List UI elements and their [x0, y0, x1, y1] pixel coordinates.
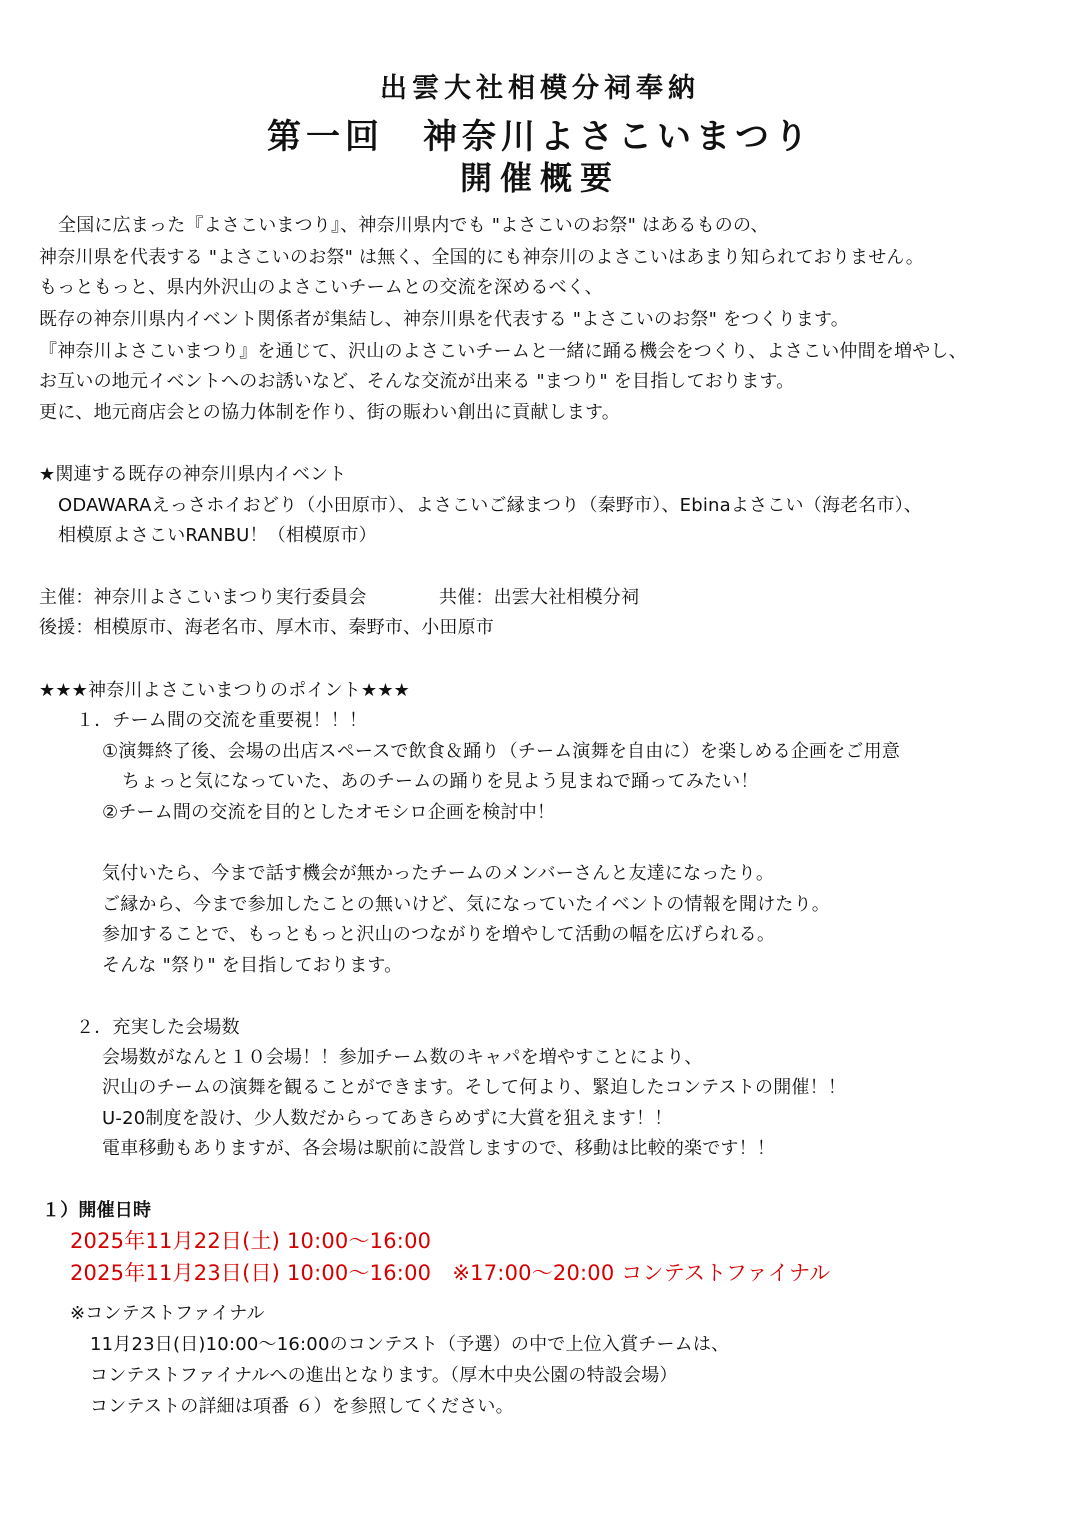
point-2-line: U-20制度を設け、少人数だからってあきらめずに大賞を狙えます！！ [102, 1108, 673, 1129]
point-1-line: ②チーム間の交流を目的としたオモシロ企画を検討中！ [102, 802, 556, 823]
schedule-date: 2025年11月23日(日) 10:00～16:00 ※17:00～20:00 コンテストファイナル [70, 1261, 831, 1285]
point-1-line: ちょっと気になっていた、あのチームの踊りを見よう見まねで踊ってみたい！ [122, 771, 759, 792]
intro-line: 全国に広まった『よさこいまつり』、神奈川県内でも "よさこいのお祭" はあるものの、 [58, 215, 769, 236]
intro-line: 更に、地元商店会との協力体制を作り、街の賑わい創出に貢献します。 [39, 402, 620, 423]
point-1-line: ①演舞終了後、会場の出店スペースで飲食＆踊り（チーム演舞を自由に）を楽しめる企画をご用意 [102, 741, 901, 762]
point-1-body-line: そんな "祭り" を目指しております。 [102, 955, 403, 976]
points-heading: ★★★神奈川よさこいまつりのポイント★★★ [39, 680, 411, 701]
intro-line: 『神奈川よさこいまつり』を通じて、沢山のよさこいチームと一緒に踊る機会をつくり、よさこい仲間を増やし、 [39, 341, 967, 362]
point-2-line: 電車移動もありますが、各会場は駅前に設営しますので、移動は比較的楽です！！ [102, 1138, 776, 1159]
contest-final-note-line: 11月23日(日)10:00～16:00のコンテスト（予選）の中で上位入賞チームは、 [90, 1334, 730, 1355]
point-2-line: 会場数がなんと１０会場！！参加チーム数のキャパを増やすことにより、 [102, 1047, 703, 1068]
point-1-body-line: 気付いたら、今まで話す機会が無かったチームのメンバーさんと友達になったり。 [102, 863, 775, 884]
point-1-title: １．チーム間の交流を重要視！！！ [76, 710, 368, 731]
schedule-heading: １）開催日時 [42, 1200, 152, 1221]
title-line-3: 開催概要 [459, 159, 620, 197]
title-line-2: 第一回 神奈川よさこいまつり [267, 117, 813, 157]
intro-line: 神奈川県を代表する "よさこいのお祭" は無く、全国的にも神奈川のよさこいはあまり知られておりません。 [39, 247, 924, 268]
organizer-cohost: 共催：出雲大社相模分祠 [439, 587, 640, 608]
schedule-date: 2025年11月22日(土) 10:00～16:00 [70, 1229, 432, 1253]
title-line-1: 出雲大社相模分祠奉納 [380, 73, 700, 104]
related-events-line: ODAWARAえっさホイおどり（小田原市）、よさこいご縁まつり（秦野市）、Ebinaよさこい（海老名市）、 [58, 495, 923, 516]
point-1-body-line: ご縁から、今まで参加したことの無いけど、気になっていたイベントの情報を聞けたり。 [102, 894, 830, 915]
organizer-support: 後援：相模原市、海老名市、厚木市、秦野市、小田原市 [39, 617, 494, 638]
point-2-line: 沢山のチームの演舞を観ることができます。そして何より、緊迫したコンテストの開催！！ [102, 1077, 847, 1098]
point-2-title: ２．充実した会場数 [76, 1017, 240, 1038]
intro-line: 既存の神奈川県内イベント関係者が集結し、神奈川県を代表する "よさこいのお祭" をつくります。 [39, 309, 849, 330]
organizer-host: 主催：神奈川よさこいまつり実行委員会 [39, 587, 367, 608]
contest-final-note-heading: ※コンテストファイナル [70, 1303, 265, 1324]
related-events-heading: ★関連する既存の神奈川県内イベント [39, 464, 347, 485]
contest-final-note-line: コンテストの詳細は項番 ６）を参照してください。 [90, 1396, 514, 1417]
intro-line: もっともっと、県内外沢山のよさこいチームとの交流を深めるべく、 [39, 277, 603, 298]
point-1-body-line: 参加することで、もっともっと沢山のつながりを増やして活動の幅を広げられる。 [102, 924, 776, 945]
intro-line: お互いの地元イベントへのお誘いなど、そんな交流が出来る "まつり" を目指しております。 [39, 371, 795, 392]
contest-final-note-line: コンテストファイナルへの進出となります。（厚木中央公園の特設会場） [90, 1365, 678, 1386]
related-events-line: 相模原よさこいRANBU！（相模原市） [58, 525, 377, 546]
